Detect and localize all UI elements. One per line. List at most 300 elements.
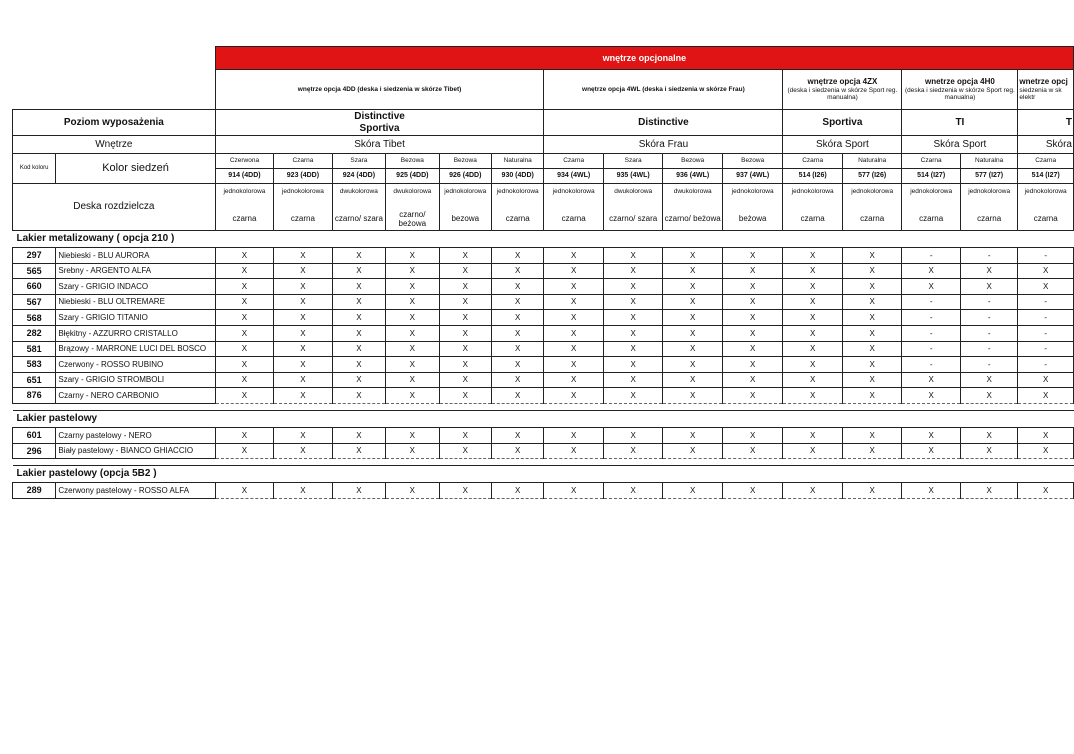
availability-mark: X bbox=[439, 372, 491, 388]
paint-code: 565 bbox=[13, 263, 56, 279]
seat-color-12: Czarna bbox=[902, 154, 960, 169]
availability-mark: X bbox=[439, 341, 491, 357]
dashboard-color-9: beżowa bbox=[722, 208, 783, 231]
availability-mark: - bbox=[902, 341, 960, 357]
availability-mark: X bbox=[842, 248, 902, 264]
availability-mark: X bbox=[544, 248, 604, 264]
availability-mark: X bbox=[332, 248, 385, 264]
dashboard-type-1: jednokolorowa bbox=[274, 184, 332, 209]
availability-mark: X bbox=[663, 325, 723, 341]
availability-mark: X bbox=[603, 372, 663, 388]
availability-mark: X bbox=[491, 341, 543, 357]
availability-mark: X bbox=[544, 310, 604, 326]
availability-mark: - bbox=[1018, 310, 1074, 326]
dashboard-color-1: czarna bbox=[274, 208, 332, 231]
availability-mark: - bbox=[1018, 325, 1074, 341]
availability-mark: X bbox=[722, 372, 783, 388]
option-last bbox=[1018, 70, 1074, 110]
availability-mark: X bbox=[783, 443, 843, 459]
availability-mark: X bbox=[842, 263, 902, 279]
availability-mark: X bbox=[439, 427, 491, 443]
availability-mark: X bbox=[842, 325, 902, 341]
availability-mark: X bbox=[215, 341, 273, 357]
availability-mark: X bbox=[1018, 388, 1074, 404]
table-row bbox=[13, 310, 1074, 326]
availability-mark: X bbox=[842, 310, 902, 326]
seat-code-14: 514 (I27) bbox=[1018, 169, 1074, 184]
availability-mark: X bbox=[663, 279, 723, 295]
availability-mark: X bbox=[274, 357, 332, 373]
option-last-title: wnetrze opcj bbox=[1019, 77, 1068, 87]
availability-mark: X bbox=[491, 248, 543, 264]
availability-mark: X bbox=[842, 483, 902, 499]
seat-color-2: Szara bbox=[332, 154, 385, 169]
availability-mark: X bbox=[215, 443, 273, 459]
availability-mark: X bbox=[274, 325, 332, 341]
availability-mark: X bbox=[491, 483, 543, 499]
availability-mark: X bbox=[603, 263, 663, 279]
paint-name: Szary - GRIGIO TITANIO bbox=[56, 310, 215, 326]
paint-name: Czarny pastelowy - NERO bbox=[56, 427, 215, 443]
table-row bbox=[13, 294, 1074, 310]
section-title: Lakier pastelowy bbox=[13, 410, 1074, 427]
availability-mark: X bbox=[783, 263, 843, 279]
table-row bbox=[13, 427, 1074, 443]
dashboard-type-8: dwukolorowa bbox=[663, 184, 723, 209]
dashboard-type-2: dwukolorowa bbox=[332, 184, 385, 209]
availability-mark: X bbox=[722, 263, 783, 279]
availability-mark: X bbox=[722, 341, 783, 357]
availability-mark: X bbox=[603, 427, 663, 443]
paint-name: Niebieski - BLU AURORA bbox=[56, 248, 215, 264]
availability-mark: X bbox=[603, 325, 663, 341]
availability-mark: X bbox=[332, 427, 385, 443]
availability-mark: X bbox=[491, 294, 543, 310]
availability-mark: X bbox=[274, 427, 332, 443]
availability-mark: X bbox=[386, 310, 439, 326]
dashboard-header: Deska rozdzielcza bbox=[13, 184, 216, 231]
availability-mark: X bbox=[386, 279, 439, 295]
availability-mark: X bbox=[960, 483, 1017, 499]
availability-mark: X bbox=[842, 357, 902, 373]
availability-mark: X bbox=[960, 263, 1017, 279]
paint-code: 296 bbox=[13, 443, 56, 459]
availability-mark: X bbox=[1018, 279, 1074, 295]
leather-sport-3: Skóra bbox=[1018, 136, 1074, 154]
availability-mark: X bbox=[386, 372, 439, 388]
seat-code-11: 577 (I26) bbox=[842, 169, 902, 184]
seat-color-7: Szara bbox=[603, 154, 663, 169]
availability-mark: X bbox=[722, 310, 783, 326]
paint-name: Brązowy - MARRONE LUCI DEL BOSCO bbox=[56, 341, 215, 357]
availability-mark: X bbox=[332, 341, 385, 357]
table-row bbox=[13, 341, 1074, 357]
availability-mark: X bbox=[274, 279, 332, 295]
availability-mark: X bbox=[783, 341, 843, 357]
seat-color-9: Bezowa bbox=[722, 154, 783, 169]
availability-mark: X bbox=[722, 443, 783, 459]
table-row bbox=[13, 372, 1074, 388]
section-gap bbox=[13, 403, 1074, 410]
availability-mark: X bbox=[215, 427, 273, 443]
availability-mark: X bbox=[544, 325, 604, 341]
availability-mark: X bbox=[439, 483, 491, 499]
availability-mark: X bbox=[215, 372, 273, 388]
availability-mark: X bbox=[439, 263, 491, 279]
availability-mark: - bbox=[1018, 294, 1074, 310]
dashboard-color-11: czarna bbox=[842, 208, 902, 231]
dashboard-color-6: czarna bbox=[544, 208, 604, 231]
leather-tibet: Skóra Tibet bbox=[215, 136, 544, 154]
dashboard-color-7: czarno/ szara bbox=[603, 208, 663, 231]
availability-mark: X bbox=[663, 427, 723, 443]
availability-mark: X bbox=[783, 279, 843, 295]
paint-name: Czerwony pastelowy - ROSSO ALFA bbox=[56, 483, 215, 499]
section-title: Lakier metalizowany ( opcja 210 ) bbox=[13, 231, 1074, 248]
dashboard-color-13: czarna bbox=[960, 208, 1017, 231]
seat-color-10: Czarna bbox=[783, 154, 843, 169]
dashboard-type-11: jednokolorowa bbox=[842, 184, 902, 209]
availability-mark: - bbox=[960, 294, 1017, 310]
availability-mark: X bbox=[491, 310, 543, 326]
availability-mark: X bbox=[722, 483, 783, 499]
availability-mark: X bbox=[1018, 483, 1074, 499]
paint-code: 583 bbox=[13, 357, 56, 373]
availability-mark: X bbox=[386, 443, 439, 459]
table-row bbox=[13, 388, 1074, 404]
paint-code: 651 bbox=[13, 372, 56, 388]
availability-mark: X bbox=[603, 248, 663, 264]
availability-mark: X bbox=[722, 357, 783, 373]
availability-mark: X bbox=[491, 388, 543, 404]
availability-mark: X bbox=[842, 427, 902, 443]
trim-distinctive-sportiva bbox=[215, 110, 544, 136]
availability-mark: X bbox=[491, 443, 543, 459]
dashboard-color-14: czarna bbox=[1018, 208, 1074, 231]
paint-name: Szary - GRIGIO INDACO bbox=[56, 279, 215, 295]
availability-mark: - bbox=[960, 357, 1017, 373]
availability-mark: X bbox=[274, 341, 332, 357]
availability-mark: X bbox=[663, 483, 723, 499]
availability-mark: X bbox=[960, 279, 1017, 295]
leather-frau: Skóra Frau bbox=[544, 136, 783, 154]
availability-mark: X bbox=[544, 357, 604, 373]
seat-color-4: Bezowa bbox=[439, 154, 491, 169]
availability-mark: X bbox=[215, 483, 273, 499]
availability-mark: X bbox=[439, 279, 491, 295]
availability-mark: - bbox=[902, 248, 960, 264]
seat-color-0: Czerwona bbox=[215, 154, 273, 169]
seat-color-header: Kolor siedzeń bbox=[56, 154, 215, 184]
dashboard-type-4: jednokolorowa bbox=[439, 184, 491, 209]
availability-mark: X bbox=[274, 388, 332, 404]
availability-mark: X bbox=[332, 372, 385, 388]
seat-code-9: 937 (4WL) bbox=[722, 169, 783, 184]
availability-mark: X bbox=[274, 294, 332, 310]
availability-mark: X bbox=[902, 279, 960, 295]
trim-distinctive-line: Distinctive bbox=[354, 111, 405, 122]
availability-mark: X bbox=[439, 357, 491, 373]
dashboard-type-14: jednokolorowa bbox=[1018, 184, 1074, 209]
availability-mark: X bbox=[274, 483, 332, 499]
availability-mark: X bbox=[603, 483, 663, 499]
availability-mark: X bbox=[783, 372, 843, 388]
paint-code: 282 bbox=[13, 325, 56, 341]
banner-spacer bbox=[13, 47, 216, 70]
availability-mark: X bbox=[332, 443, 385, 459]
availability-mark: X bbox=[439, 294, 491, 310]
seat-code-3: 925 (4DD) bbox=[386, 169, 439, 184]
availability-mark: X bbox=[215, 357, 273, 373]
seat-code-0: 914 (4DD) bbox=[215, 169, 273, 184]
availability-mark: X bbox=[783, 483, 843, 499]
availability-mark: - bbox=[902, 325, 960, 341]
paint-name: Czerwony - ROSSO RUBINO bbox=[56, 357, 215, 373]
availability-mark: X bbox=[1018, 443, 1074, 459]
availability-mark: X bbox=[332, 279, 385, 295]
trim-distinctive: Distinctive bbox=[544, 110, 783, 136]
availability-mark: X bbox=[960, 388, 1017, 404]
dashboard-color-2: czarno/ szara bbox=[332, 208, 385, 231]
availability-mark: X bbox=[722, 248, 783, 264]
availability-mark: X bbox=[603, 341, 663, 357]
option-spacer bbox=[13, 70, 216, 110]
availability-mark: X bbox=[544, 388, 604, 404]
option-4h0 bbox=[902, 70, 1018, 110]
paint-code: 601 bbox=[13, 427, 56, 443]
availability-mark: X bbox=[1018, 372, 1074, 388]
dashboard-color-12: czarna bbox=[902, 208, 960, 231]
availability-mark: X bbox=[215, 310, 273, 326]
availability-mark: X bbox=[274, 248, 332, 264]
dashboard-type-12: jednokolorowa bbox=[902, 184, 960, 209]
availability-mark: X bbox=[842, 372, 902, 388]
availability-mark: X bbox=[783, 357, 843, 373]
availability-mark: X bbox=[783, 325, 843, 341]
seat-code-12: 514 (I27) bbox=[902, 169, 960, 184]
paint-code: 660 bbox=[13, 279, 56, 295]
availability-mark: X bbox=[603, 357, 663, 373]
section-gap bbox=[13, 459, 1074, 466]
availability-mark: X bbox=[439, 248, 491, 264]
availability-mark: X bbox=[332, 357, 385, 373]
seat-code-4: 926 (4DD) bbox=[439, 169, 491, 184]
availability-mark: X bbox=[332, 325, 385, 341]
availability-mark: X bbox=[902, 372, 960, 388]
availability-mark: X bbox=[960, 427, 1017, 443]
availability-mark: X bbox=[215, 294, 273, 310]
color-code-header: Kod koloru bbox=[13, 154, 56, 184]
availability-mark: - bbox=[902, 310, 960, 326]
availability-mark: X bbox=[663, 263, 723, 279]
optional-interior-banner: wnętrze opcjonalne bbox=[215, 47, 1073, 70]
availability-mark: - bbox=[1018, 357, 1074, 373]
dashboard-type-7: dwukolorowa bbox=[603, 184, 663, 209]
availability-mark: X bbox=[215, 248, 273, 264]
table-row bbox=[13, 357, 1074, 373]
availability-mark: X bbox=[491, 325, 543, 341]
availability-mark: X bbox=[783, 310, 843, 326]
availability-mark: X bbox=[274, 372, 332, 388]
availability-mark: X bbox=[663, 443, 723, 459]
availability-mark: X bbox=[544, 294, 604, 310]
paint-code: 289 bbox=[13, 483, 56, 499]
availability-mark: X bbox=[842, 279, 902, 295]
dashboard-color-8: czarno/ beżowa bbox=[663, 208, 723, 231]
seat-code-1: 923 (4DD) bbox=[274, 169, 332, 184]
availability-mark: X bbox=[722, 294, 783, 310]
availability-mark: X bbox=[332, 263, 385, 279]
availability-mark: X bbox=[386, 427, 439, 443]
availability-mark: X bbox=[274, 310, 332, 326]
availability-mark: - bbox=[960, 248, 1017, 264]
availability-mark: X bbox=[215, 263, 273, 279]
availability-mark: X bbox=[722, 427, 783, 443]
availability-mark: X bbox=[274, 443, 332, 459]
dashboard-type-5: jednokolorowa bbox=[491, 184, 543, 209]
availability-mark: X bbox=[663, 372, 723, 388]
availability-mark: - bbox=[1018, 341, 1074, 357]
availability-mark: X bbox=[544, 341, 604, 357]
seat-code-6: 934 (4WL) bbox=[544, 169, 604, 184]
dashboard-type-3: dwukolorowa bbox=[386, 184, 439, 209]
table-row bbox=[13, 483, 1074, 499]
availability-mark: - bbox=[960, 341, 1017, 357]
seat-color-14: Czarna bbox=[1018, 154, 1074, 169]
availability-mark: X bbox=[544, 372, 604, 388]
availability-mark: X bbox=[386, 294, 439, 310]
trim-sportiva-line: Sportiva bbox=[359, 122, 400, 134]
seat-code-8: 936 (4WL) bbox=[663, 169, 723, 184]
interior-label: Wnętrze bbox=[13, 136, 216, 154]
availability-mark: X bbox=[1018, 263, 1074, 279]
seat-color-1: Czarna bbox=[274, 154, 332, 169]
availability-mark: X bbox=[215, 388, 273, 404]
option-4wl: wnętrze opcja 4WL (deska i siedzenia w skórze Frau) bbox=[544, 70, 783, 110]
dashboard-color-0: czarna bbox=[215, 208, 273, 231]
seat-code-2: 924 (4DD) bbox=[332, 169, 385, 184]
availability-mark: X bbox=[386, 325, 439, 341]
availability-mark: X bbox=[783, 248, 843, 264]
option-4zx bbox=[783, 70, 902, 110]
seat-color-11: Naturalna bbox=[842, 154, 902, 169]
availability-mark: X bbox=[332, 294, 385, 310]
availability-mark: X bbox=[603, 388, 663, 404]
availability-mark: X bbox=[439, 443, 491, 459]
option-4h0-desc: (deska i siedzenia w skórze Sport reg. manualna) bbox=[904, 86, 1015, 102]
trim-level-label: Poziom wyposażenia bbox=[13, 110, 216, 136]
availability-mark: X bbox=[783, 427, 843, 443]
paint-name: Biały pastelowy - BIANCO GHIACCIO bbox=[56, 443, 215, 459]
seat-color-13: Naturalna bbox=[960, 154, 1017, 169]
paint-name: Niebieski - BLU OLTREMARE bbox=[56, 294, 215, 310]
option-4zx-title: wnętrze opcja 4ZX bbox=[807, 77, 878, 87]
availability-mark: X bbox=[332, 310, 385, 326]
availability-mark: X bbox=[603, 310, 663, 326]
paint-code: 297 bbox=[13, 248, 56, 264]
trim-sportiva: Sportiva bbox=[783, 110, 902, 136]
paint-name: Czarny - NERO CARBONIO bbox=[56, 388, 215, 404]
trim-ti: TI bbox=[902, 110, 1018, 136]
availability-mark: X bbox=[722, 325, 783, 341]
availability-mark: X bbox=[544, 427, 604, 443]
seat-color-8: Bezowa bbox=[663, 154, 723, 169]
seat-color-6: Czarna bbox=[544, 154, 604, 169]
seat-code-10: 514 (I26) bbox=[783, 169, 843, 184]
availability-mark: X bbox=[491, 279, 543, 295]
availability-mark: X bbox=[386, 483, 439, 499]
availability-mark: X bbox=[663, 341, 723, 357]
table-row bbox=[13, 443, 1074, 459]
dashboard-type-10: jednokolorowa bbox=[783, 184, 843, 209]
availability-mark: X bbox=[722, 279, 783, 295]
availability-mark: X bbox=[902, 388, 960, 404]
availability-mark: - bbox=[960, 310, 1017, 326]
availability-mark: X bbox=[544, 483, 604, 499]
dashboard-type-0: jednokolorowa bbox=[215, 184, 273, 209]
availability-mark: X bbox=[439, 388, 491, 404]
availability-mark: - bbox=[902, 294, 960, 310]
seat-code-13: 577 (I27) bbox=[960, 169, 1017, 184]
paint-name: Szary - GRIGIO STROMBOLI bbox=[56, 372, 215, 388]
dashboard-type-6: jednokolorowa bbox=[544, 184, 604, 209]
section-title: Lakier pastelowy (opcja 5B2 ) bbox=[13, 466, 1074, 483]
paint-code: 567 bbox=[13, 294, 56, 310]
option-4dd: wnętrze opcja 4DD (deska i siedzenia w skórze Tibet) bbox=[215, 70, 544, 110]
availability-mark: X bbox=[491, 372, 543, 388]
seat-code-5: 930 (4DD) bbox=[491, 169, 543, 184]
seat-code-7: 935 (4WL) bbox=[603, 169, 663, 184]
availability-mark: X bbox=[663, 310, 723, 326]
availability-mark: X bbox=[215, 279, 273, 295]
table-row bbox=[13, 263, 1074, 279]
availability-mark: X bbox=[1018, 427, 1074, 443]
availability-mark: X bbox=[603, 279, 663, 295]
availability-mark: X bbox=[544, 263, 604, 279]
availability-mark: X bbox=[960, 443, 1017, 459]
availability-mark: X bbox=[491, 357, 543, 373]
table-row bbox=[13, 325, 1074, 341]
availability-mark: X bbox=[783, 388, 843, 404]
availability-mark: X bbox=[603, 294, 663, 310]
dashboard-color-3: czarno/ beżowa bbox=[386, 208, 439, 231]
availability-mark: X bbox=[603, 443, 663, 459]
availability-mark: - bbox=[1018, 248, 1074, 264]
availability-mark: X bbox=[439, 310, 491, 326]
availability-mark: X bbox=[902, 263, 960, 279]
availability-mark: X bbox=[902, 483, 960, 499]
dashboard-color-5: czarna bbox=[491, 208, 543, 231]
availability-mark: X bbox=[386, 341, 439, 357]
color-compatibility-table bbox=[12, 46, 1074, 499]
availability-mark: X bbox=[332, 388, 385, 404]
paint-code: 568 bbox=[13, 310, 56, 326]
dashboard-color-4: bezowa bbox=[439, 208, 491, 231]
availability-mark: X bbox=[386, 357, 439, 373]
availability-mark: X bbox=[783, 294, 843, 310]
availability-mark: X bbox=[902, 427, 960, 443]
availability-mark: X bbox=[663, 294, 723, 310]
availability-mark: X bbox=[386, 263, 439, 279]
availability-mark: X bbox=[274, 263, 332, 279]
availability-mark: - bbox=[902, 357, 960, 373]
option-4h0-title: wnetrze opcja 4H0 bbox=[925, 77, 995, 87]
availability-mark: X bbox=[491, 427, 543, 443]
availability-mark: X bbox=[842, 341, 902, 357]
availability-mark: X bbox=[544, 279, 604, 295]
paint-code: 581 bbox=[13, 341, 56, 357]
availability-mark: X bbox=[386, 248, 439, 264]
